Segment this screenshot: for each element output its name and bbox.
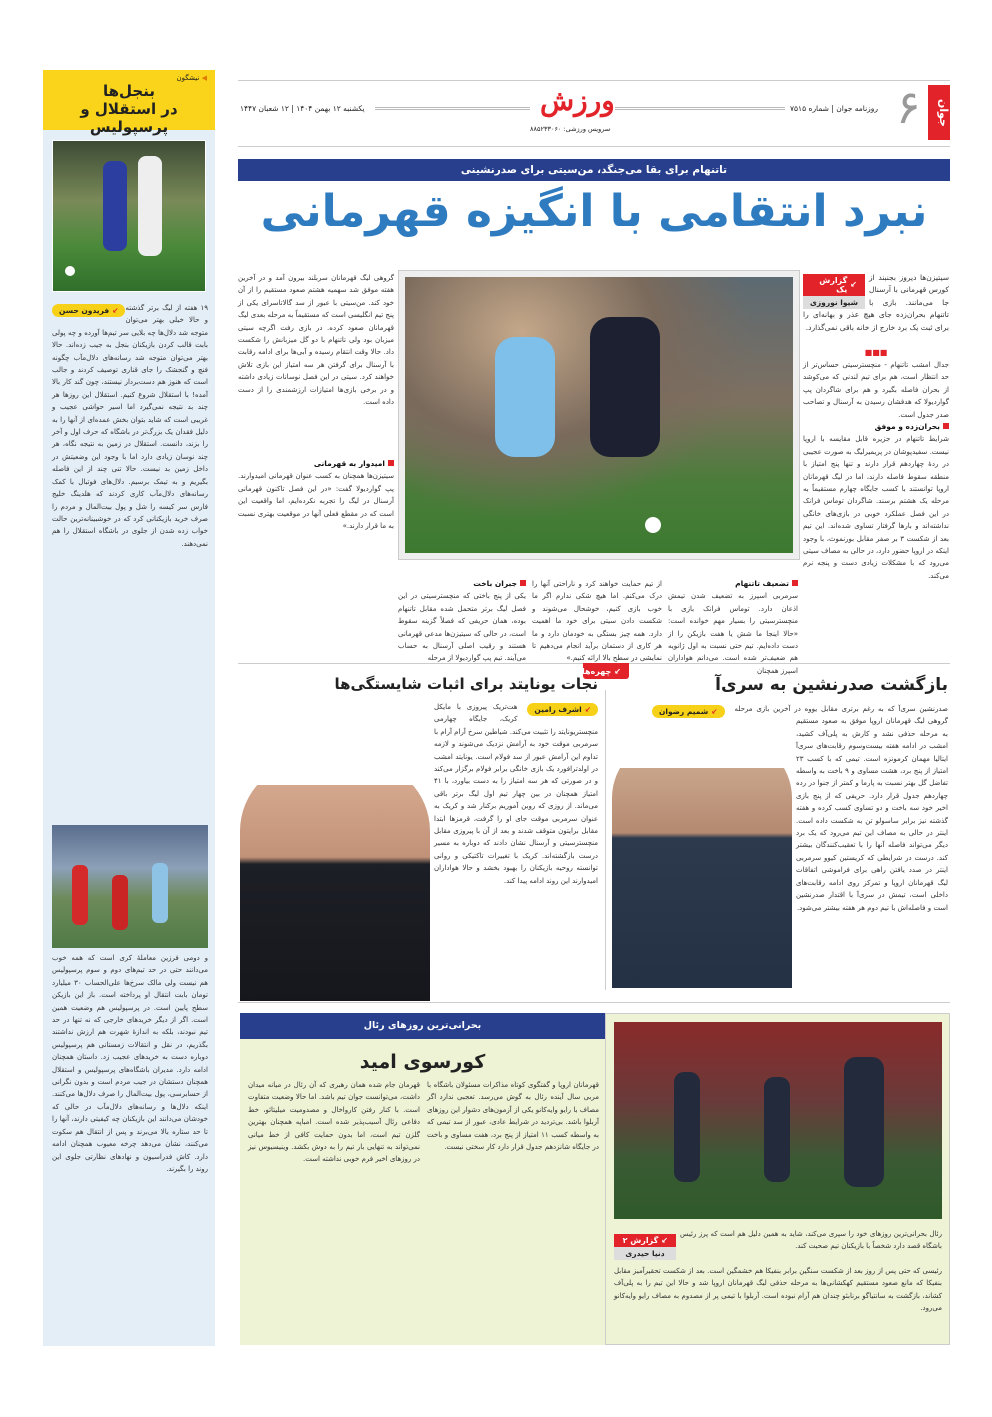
- subhead: جبران باخت: [398, 578, 526, 590]
- report-tag: ↙ گزارش ۲: [614, 1234, 676, 1247]
- masthead-logo: جوان: [928, 85, 950, 140]
- section-logo: ورزش: [540, 84, 615, 117]
- story-body-1: رئیسی که حتی پس از روز بعد از شکست سنگین برابر بنفیکا هم خشمگین است. بعد از شکست تحقیرآمیز مقابل بنفیکا که مانع صعود مستقیم کهکشانی‌ها به مرحله حذفی لیگ قهرمانان اروپا شد و حالا این تیم را به پلی‌آف کشاند، بازگشت به سانتیاگو برنابئو چندان هم آرام نبوده است. آربلوا با تیمی پر از مصدوم به مصاف رایو وایه‌کانو می‌رود.: [614, 1267, 942, 1313]
- main-headline: نبرد انتقامی با انگیزه قهرمانی: [260, 186, 928, 237]
- divider-squares: ■■■: [864, 348, 888, 357]
- bottom-headline: کورسوی امید: [359, 1051, 486, 1073]
- subhead: امیدوار به قهرمانی: [238, 458, 394, 470]
- report-tag: ↙ گزارش یک: [803, 274, 865, 296]
- story-headline: نجات یونایتد برای اثبات شایستگی‌ها: [334, 675, 598, 693]
- sidebar-photo-match: [52, 825, 208, 948]
- issue-info: روزنامه جوان | شماره ۷۵۱۵: [790, 104, 879, 113]
- page-number: ۶: [896, 80, 921, 134]
- service-phone: سرویس ورزشی: ۸۸۵۲۳۳۰۶۰: [530, 125, 611, 133]
- photo-real-madrid-box: [605, 1013, 950, 1345]
- author-tag: ↙ اشرف رامین: [527, 703, 598, 716]
- date: یکشنبه ۱۲ بهمن ۱۴۰۴ | ۱۲ شعبان ۱۴۴۷: [240, 104, 365, 113]
- photo-tottenham-city: [398, 270, 800, 560]
- author-name: شیوا نوروزی: [803, 296, 865, 309]
- story-body-3: قهرمان جام شده همان رهبری که آن رئال در میانه میدان داشت، می‌توانست جوان تیم باشد. اما حالا وضعیت متفاوت است. با کنار رفتن کارواخال و مصدومیت میلیتائو، خط دفاعی رئال آسیب‌پذیر شده است. امباپه همچنان بهترین گلزن تیم است، اما بدون حمایت کافی از خط میانی نمی‌تواند به تنهایی بار تیم را به دوش بکشد. وینیسیوس نیز در روزهای اخیر فرم خوبی نداشته است.: [248, 1081, 420, 1164]
- author-tag: ↙ شمیم رضوان: [652, 705, 725, 718]
- right-body: جدال امشب تاتنهام - منچسترسیتی حساس‌تر از حد انتظار است، هم برای تیم لندنی که می‌کوشد از بحران فاصله بگیرد و هم برای شاگردان پپ گواردیولا که هدفشان رسیدن به آرسنال و تصاحب صدر جدول است.: [803, 361, 949, 419]
- photo-carrick: [240, 761, 430, 1001]
- sidebar: [43, 70, 215, 1346]
- lead: رئال بحرانی‌ترین روزهای خود را سپری می‌کند، شاید به همین دلیل هم است که پرز رئیس باشگاه قصد دارد شخصاً با بازیکنان تیم صحبت کند.: [680, 1230, 942, 1251]
- col-c: یکی از پنج باختی که منچسترسیتی در این فصل لیگ برتر متحمل شده مقابل تاتنهام بوده، همان حریفی که فصلاً گزینه سقوط است، در حالی که سیتیزن‌ها مدعی قهرمانی هستند و رقیب اصلی آرسنال به حساب می‌آیند. تیم پپ گواردیولا از مرحله: [398, 592, 526, 663]
- photo-coach: [612, 738, 792, 988]
- story-headline: بازگشت صدرنشین به سری‌آ: [715, 675, 948, 695]
- sidebar-kicker: نیشگون: [176, 74, 200, 82]
- arrow-icon: ↙: [661, 1236, 668, 1245]
- arrow-icon: ↙: [850, 280, 857, 289]
- left-body: گروهی لیگ قهرمانان سربلند بیرون آمد و در آخرین هفته موفق شد سهمیه هشتم صعود مستقیم را از آن خود کند. من‌سیتی با عبور از سد گالاتاسرای یکی از پنج تیم انگلیسی است که مستقیماً به مرحله بعدی لیگ قهرمانان صعود کرده. در بازی رفت اگرچه سیتی میزبان بود ولی تاتنهام با دو گل میزبانش را شکست داد. حالا وقت انتقام رسیده و آبی‌ها برای ادامه رقابت با آرسنال برای گرفتن هر سه امتیاز این بازی تلاش خواهند کرد. سیتی در این فصل نوسانات زیادی داشته و در برخی بازی‌ها امتیازات ارزشمندی را از دست داده است.: [238, 274, 394, 407]
- sidebar-header: [43, 70, 215, 136]
- photo-real-madrid: [614, 1022, 942, 1219]
- col-b: از تیم حمایت خواهند کرد و ناراحتی آنها را درک می‌کنم. اما هیچ شکی ندارم اگر ما خوب بازی کنیم، خوشحال می‌شوند و شکست دادن سیتی برای خود ما اهمیت دارد. همه چیز بستگی به خودمان دارد و ما هر کاری از دستمان برآید انجام می‌دهیم تا نمایشی در سطح بالا ارائه کنیم.»: [532, 580, 662, 663]
- story-body-2: قهرمانان اروپا و گفتگوی کوتاه مذاکرات مسئولان باشگاه با مربی سال آینده رئال به گوش می‌رسد. تعجبی ندارد اگر مصاف با رایو وایه‌کانو یکی از آزمون‌های دشوار این روزهای آربلوا باشد. بی‌تردید در شرایط عادی، عبور از سد تیمی که به واسطه کسب ۱۱ امتیاز از پنج برد، هفت مساوی و باخت در جایگاه شانزدهم جدول قرار دارد کار سختی نیست.: [427, 1081, 599, 1152]
- story-body: هت‌تریک پیروزی با مایکل کریک، جایگاه چهارمی منچستریونایتد را تثبیت می‌کند. شیاطین سرخ آرام آرام با سرمربی موقت خود به آرامش نزدیک می‌شوند و لازمه تداوم این آرامش عبور از سد فولام است. یونایتد امشب در اولدترافورد یک بازی خانگی برابر فولام برگزار می‌کند و در صورتی که هر سه امتیاز را به دست بیاورد، با ۴۱ امتیاز همچنان در بین چهار تیم اول لیگ برتر باقی می‌ماند. از روزی که روبن آموریم برکنار شد و کریک به عنوان سرمربی موقت جای او را گرفت، قرمزها ابتدا مقابل برایتون متوقف شدند و بعد از آن با پیروزی مقابل منچسترسیتی و آرسنال نشان دادند که دوباره به مسیر درست بازگشته‌اند. کریک با تغییرات تاکتیکی و روانی توانسته روحیه بازیکنان را بهبود بخشد و حالا هواداران امیدوارند این روند ادامه پیدا کند.: [434, 703, 598, 885]
- author-name: دنیا حیدری: [614, 1247, 676, 1260]
- arrow-icon: ↙: [584, 705, 591, 714]
- arrow-icon: ↙: [711, 707, 718, 716]
- sidebar-photo-football: [52, 140, 206, 292]
- subhead: بحران‌زده و موفق: [803, 421, 949, 433]
- kicker-bar: تاتنهام برای بقا می‌جنگد، من‌سیتی برای صدرنشینی: [238, 159, 950, 181]
- author-tag: ↙ فریدون حسن: [52, 304, 125, 317]
- story-body: صدرنشین سری‌آ که به رغم برتری مقابل یووه در آخرین بازی مرحله گروهی لیگ قهرمانان اروپا موفق به صعود مستقیم به مرحله حذفی نشد و کارش به پلی‌آف کشید، امشب در ادامه هفته بیست‌وسوم رقابت‌های سری‌آ ایتالیا مهمان کرمونزه است. تیمی که با کسب ۲۳ امتیاز از پنج برد، هشت مساوی و ۹ باخت به واسطه تفاضل گل بهتر نسبت به پارما و کمتر از جنوا در رده چهاردهم جدول قرار دارد. حریفی که از پنج بازی اخیر خود سه باخت و دو تساوی کسب کرده و هفته گذشته نیز برابر ساسولو تن به شکست داده است. اینتر در حالی به مصاف این تیم می‌رود که یک برد دیگر می‌تواند فاصله آنها را با تعقیب‌کنندگان بیشتر کند. درست در شرایطی که کریستین کیوو سرمربی اینتر در صدد یافتن راهی برای فراموشی اتفاقات لیگ قهرمانان اروپا و تمرکز روی ادامه رقابت‌های داخلی است، تیمش در سری‌آ با اقتدار صدرنشین است و فاصله‌اش با تیم دوم هر هفته بیشتر می‌شود.: [734, 705, 949, 912]
- right-body-2: شرایط تاتنهام در جزیره قابل مقایسه با اروپا نیست. سفیدپوشان در پریمیرلیگ به صورت عجیبی در ردهٔ چهاردهم قرار دارند و تنها پنج امتیاز با منطقه سقوط فاصله دارند، اما در لیگ قهرمانان اروپا توانستند با کسب جایگاه چهارم مستقیماً به مرحله یک هشتم برسند. شاگردان توماس فرانک در این فصل عملکرد خوبی در بازی‌های خانگی نداشته‌اند و بارها گرفتار تساوی شده‌اند. این تیم بعد از شکست ۳ بر صفر مقابل بورنموث، با وجود اینکه در اروپا حضور دارد، در حالی به مصاف سیتی می‌رود که با مشکلات زیادی دست و پنجه نرم می‌کند.: [803, 435, 950, 580]
- speaker-icon: ◀: [201, 74, 207, 82]
- left-body-2: سیتیزن‌ها همچنان به کسب عنوان قهرمانی امیدوارند. پپ گواردیولا گفت: «در این فصل تاکنون قهرمانی آرسنال در لیگ را تجربه نکرده‌ایم، اما واقعیت این است که در مقطع فعلی آنها در موقعیت بهتری نسبت به ما قرار دارند.»: [238, 472, 394, 531]
- sidebar-body-1: ۱۹ هفته از لیگ برتر گذشته و حالا خیلی بهتر می‌توان متوجه شد دلال‌ها چه بلایی سر تیم‌ها آورده و چه پولی بابت قالب کردن بازیکنان بنجل به جیب زده‌اند. حالا بهتر می‌توان متوجه شد رسانه‌های دلال‌مآب چگونه فنچ و گنجشک را جای قناری توصیف کردند و جالب است که هنوز هم دست‌بردار نیستند، چون گند کار بالا آمده! با استقلال شروع کنیم. استقلال این روزها هر چند بد نتیجه نمی‌گیرد اما اسیر حواشی عجیب و غریبی است که شاید بتوان بخش عمده‌ای از آنها را به دلیل فقدان یک بزرگ‌تر در باشگاه که حرف اول و آخر را بزند، دانست. استقلال در زمین به نتیجه نگاه، هر چند نوسان زیادی دارد اما با وجود این وضعیتش در داخل زمین بد نیست. حالا تنی چند از این فاصله بگیریم و به تیمک برسیم. دلال‌های فوتبال با کمک رسانه‌های دلال‌مآب کاری کردند که هلدینگ خلیج فارس سر کیسه را شل و پول بیت‌المال و مردم را صرف خرید بازیکنانی کرد که در خوشبینانه‌ترین حالت خواب زده شدن از جلوی در باشگاه استقلال را هم نمی‌دهند.: [52, 304, 208, 548]
- sidebar-body-2: و دومی فرزین معاملهٔ کری است که همه خوب می‌دانند حتی در حد تیم‌های دوم و سوم پرسپولیس هم نیست ولی مالک سرخ‌ها علی‌الحساب ۳۰ میلیارد تومان بابت انتقال او پرداخته است. باز این بازیکن سطح پایین است. در پرسپولیس هم وضعیت همین است. اگر از دیگر خریدهای خارجی که نه تنها در حد تیم نبودند، بلکه به اندازهٔ شهرت هم ارزش نداشتند بگذریم، در نقل و انتقالات زمستانی هم پرسپولیس دوباره دست به خریدهای عجیب زد. داستان همچنان ادامه دارد. مدیران باشگاه‌های پرسپولیس و استقلال همچنان دستشان در جیب مردم است و بدون نگرانی از حسابرسی، پول بیت‌المال را صرف دلال‌ها می‌کنند. اینکه دلال‌ها و رسانه‌های دلال‌مآب در حالی که خودشان می‌دانند این بازیکنان چه کیفیتی دارند، آنها را تا حد ستاره بالا می‌برند و پس از انتقال هم سکوت می‌کنند، نشان می‌دهد چرخه معیوب همچنان ادامه دارد. کاش فدراسیون و نهادهای نظارتی جلوی این روند را بگیرند.: [52, 954, 208, 1173]
- sidebar-title: بنجل‌ها در استقلال و پرسپولیس: [80, 82, 178, 136]
- section-badge: ↙ چهره‌ها: [583, 663, 629, 679]
- subhead: تضعیف تاتنهام: [668, 578, 798, 590]
- bottom-kicker-bar: بحرانی‌ترین روزهای رئال: [240, 1013, 605, 1039]
- arrow-icon: ↙: [112, 306, 119, 315]
- col-a: سرمربی اسپرز به تضعیف شدن تیمش اذعان دارد. توماس فرانک بازی با منچسترسیتی را بسیار مهم خوانده است: «حالا اینجا ما شش یا هفت بازیکن را از دست داده‌ایم. تیم حتی نسبت به اول ژانویه هم ضعیف‌تر شده است. می‌دانم هواداران اسپرز همچنان: [668, 592, 798, 675]
- arrow-icon: ↙: [614, 666, 621, 676]
- lead: سیتیزن‌ها دیروز بجنبند از کورس قهرمانی با آرسنال جا می‌مانند. بازی با تاتنهام بحران‌زده جای هیچ عذر و بهانه‌ای را برای ثبت یک برد خارج از خانه باقی نمی‌گذارد.: [803, 273, 949, 332]
